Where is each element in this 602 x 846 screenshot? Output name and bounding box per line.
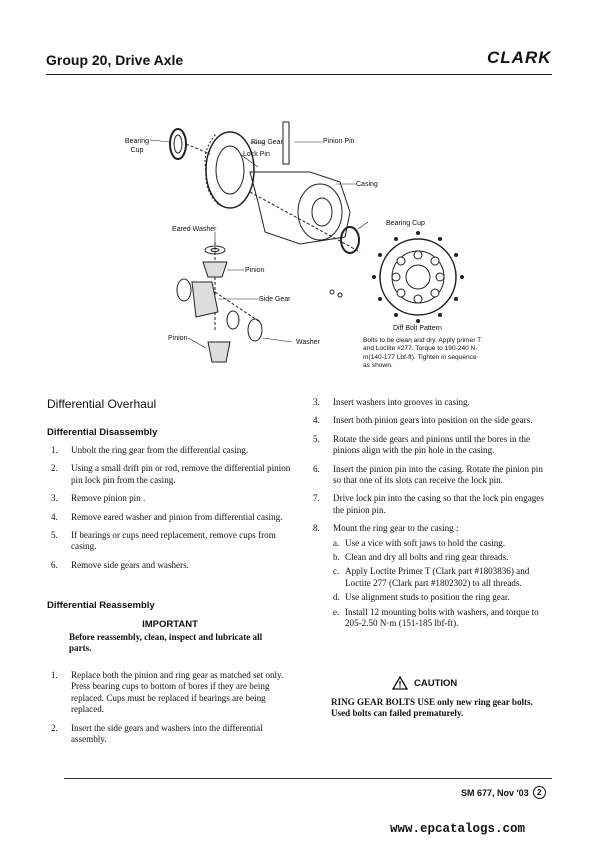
section-title: Differential Overhaul <box>47 397 157 411</box>
page-header-title: Group 20, Drive Axle <box>46 52 184 68</box>
list-item: 3. Insert washers into grooves in casing. <box>313 397 470 407</box>
disassembly-steps <box>51 445 291 578</box>
header-rule <box>46 74 552 75</box>
list-item: 6. Insert the pinion pin into the casing. Rotate the pinion pin so that one of its slots can receive the lock pin. <box>313 463 543 486</box>
label-eared-washer: Eared Washer <box>172 226 217 233</box>
list-item: 3. Remove pinion pin . <box>51 493 146 504</box>
label-washer: Washer <box>296 339 320 346</box>
list-item: 6. Remove side gears and washers. <box>51 559 189 570</box>
warning-triangle-icon <box>392 676 408 690</box>
label-lock-pin: Lock Pin <box>243 151 270 158</box>
list-item: c. Apply Loctite Primer T (Clark part #1803836) and Loctite 277 (Clark part #1802302) to all threads. <box>333 566 530 588</box>
label-pinion-pin: Pinion Pin <box>323 138 355 145</box>
caution-heading: CAUTION <box>414 677 458 689</box>
mount-substeps <box>333 538 553 630</box>
label-bearing-cup-left: Bearing Cup <box>124 138 150 154</box>
important-text: Before reassembly, clean, inspect and lubricate all parts. <box>69 632 263 654</box>
caution-text: RING GEAR BOLTS USE only new ring gear bolts. Used bolts can failed prematurely. <box>331 697 533 719</box>
list-item: 5. Rotate the side gears and pinions until the bores in the pinions align with the pin hole in the casing. <box>313 433 530 456</box>
list-item: a. Use a vice with soft jaws to hold the casing. <box>333 537 506 548</box>
reassembly-steps-left <box>51 670 291 752</box>
list-item: 1. Replace both the pinion and ring gear as matched set only. Press bearing cups to bottom of bores if they are being replaced. Cups must be replaced if bearings are being replaced. <box>51 670 284 715</box>
important-heading: IMPORTANT <box>142 619 198 630</box>
list-item: 7. Drive lock pin into the casing so that the lock pin engages the pinion pin. <box>313 493 544 515</box>
label-casing: Casing <box>356 181 378 188</box>
brand-logo: CLARK <box>487 48 552 67</box>
label-pinion-upper: Pinion <box>245 267 265 274</box>
disassembly-title: Differential Disassembly <box>47 427 158 438</box>
list-item: 8. Mount the ring gear to the casing : a. Use a vice with soft jaws to hold the casing. b. Clean and dry all bolts and ring gear threads. c. Apply Loctite Primer T (Clark part #1803836) and Loctite 277 (Clark part #1802302) to all threads. d. Use alignment studs to position the ring gear. e. Install 12 mounting bolts with washers, and torque to 205-2.50 N·m (151-185 lbf-ft). <box>313 523 553 629</box>
list-item: b. Clean and dry all bolts and ring gear threads. <box>333 552 509 563</box>
page-number-badge: 2 <box>533 786 546 799</box>
list-item: e. Install 12 mounting bolts with washers, and torque to 205-2.50 N·m (151-185 lbf-ft). <box>333 606 539 629</box>
svg-text:!: ! <box>398 679 402 690</box>
list-item: 4. Insert both pinion gears into position on the side gears. <box>313 415 533 426</box>
footer-doc-ref <box>461 786 546 799</box>
watermark-url: www.epcatalogs.com <box>390 822 526 836</box>
label-diff-bolt-pattern: Diff Bolt Pattern <box>393 325 442 332</box>
list-item: 2. Using a small drift pin or rod, remove the differential pinion pin lock pin from the casing. <box>51 463 291 485</box>
list-item: 1. Unbolt the ring gear from the differential casing. <box>51 445 249 455</box>
footer-doc-text: SM 677, Nov '03 <box>461 787 529 798</box>
list-item: 5. If bearings or cups need replacement, remove cups from casing. <box>51 530 276 552</box>
reassembly-title: Differential Reassembly <box>47 600 155 611</box>
label-ring-gear: Ring Gear <box>251 139 283 146</box>
label-side-gear: Side Gear <box>259 296 291 303</box>
caution-heading-row <box>392 676 457 690</box>
footer-rule <box>64 778 552 779</box>
label-bearing-cup-right: Bearing Cup <box>386 220 425 227</box>
bolt-torque-note: Bolts to be clean and dry. Apply primer T and Loctite #277. Torque to 190-240 N-m(140-177 Lbf-ft). Tighten in sequence as shown. <box>363 337 482 370</box>
list-item: 4. Remove eared washer and pinion from differential casing. <box>51 511 283 522</box>
list-item: 2. Insert the side gears and washers into the differential assembly. <box>51 722 263 745</box>
reassembly-steps-right <box>313 397 553 637</box>
label-pinion-lower: Pinion <box>168 335 188 342</box>
list-item: d. Use alignment studs to position the ring gear. <box>333 592 510 603</box>
